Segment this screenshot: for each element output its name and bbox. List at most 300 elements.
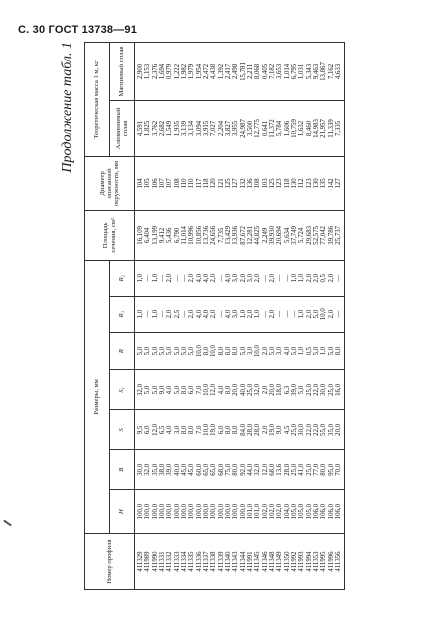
table-cell: 127 (232, 178, 240, 189)
table-cell: 2,0 (327, 309, 335, 319)
table-cell: 1,0 (151, 309, 159, 319)
table-cell: 8,0 (217, 346, 225, 356)
table-cell: 11,339 (327, 119, 335, 138)
table-cell: 14,983 (312, 119, 320, 138)
table-cell: 100,0 (202, 504, 210, 520)
table-cell: — (173, 274, 181, 282)
table-cell: 32,0 (254, 463, 262, 476)
header-s: S (110, 410, 135, 450)
table-cell: 2,0 (261, 346, 269, 356)
table-cell: 411332 (166, 551, 174, 572)
table-cell: 1,606 (283, 120, 291, 137)
table-cell: 103 (261, 178, 269, 189)
table-cell: 1,694 (158, 63, 166, 80)
table-cell: 2,0 (305, 309, 313, 319)
table-cell: 411996 (327, 551, 335, 572)
table-cell: 2,0 (246, 309, 254, 319)
table-cell: 1,954 (195, 63, 203, 80)
table-cell: 10,0 (202, 384, 210, 396)
table-cell: 135 (320, 178, 328, 189)
table-cell: 3,134 (188, 120, 196, 137)
table-cell: 8,0 (180, 425, 188, 435)
table-cell: 28,0 (246, 423, 254, 436)
table-cell: 22,0 (312, 384, 320, 396)
table-cell: 411339 (217, 551, 225, 572)
table-cell: 5,0 (327, 346, 335, 356)
col-r (135, 332, 345, 370)
table-cell: 4,0 (166, 425, 174, 435)
table-cell: 41,0 (298, 463, 306, 476)
table-cell: 411329 (137, 551, 144, 572)
table-cell: 125 (224, 178, 232, 189)
table-cell: 68,0 (268, 463, 276, 476)
table-cell: 7,335 (334, 120, 342, 137)
table-cell: 2,498 (232, 63, 240, 80)
table-cell: 100,0 (195, 504, 203, 520)
table-cell: 411343 (232, 551, 240, 572)
table-cell: 105 (144, 178, 152, 189)
table-cell: 44,825 (254, 225, 262, 245)
table-cell: 28,0 (283, 463, 291, 476)
table-cell: 411991 (246, 551, 254, 572)
table-cell: 32,0 (254, 384, 262, 396)
table-cell: 6,5 (158, 425, 166, 435)
table-cell: 18,0 (276, 384, 284, 396)
table-cell: 5,0 (151, 346, 159, 356)
table-cell: 6,790 (173, 227, 181, 243)
table-cell: 136 (246, 178, 254, 189)
table-cell: 2,0 (268, 273, 276, 283)
table-cell: 411337 (202, 551, 210, 572)
table-cell: 100,0 (239, 504, 247, 520)
table-cell: 10,0 (254, 345, 262, 357)
table-cell: 2,0 (268, 309, 276, 319)
table-cell: 84,0 (239, 423, 247, 436)
table-cell: 30,0 (320, 384, 328, 396)
table-cell: 16,109 (137, 225, 144, 245)
table-cell: 106,0 (327, 504, 335, 520)
table-cell: 1,979 (188, 63, 196, 80)
table-cell: 10,0 (210, 345, 218, 357)
table-cell: 0,405 (261, 63, 269, 80)
table-cell: 3,094 (195, 120, 203, 137)
col-r1 (135, 296, 345, 332)
table-cell: 4,5 (283, 425, 291, 435)
table-cell: 125 (268, 178, 276, 189)
table-cell: 7,027 (210, 120, 218, 137)
table-cell: 13,936 (232, 225, 240, 245)
table-cell: 106,0 (334, 504, 342, 520)
table-cell: 1,935 (173, 120, 181, 137)
table-cell: 5,0 (180, 346, 188, 356)
table-cell: 100,0 (158, 504, 166, 520)
table-cell: 411992 (290, 551, 298, 572)
table-cell: — (217, 274, 225, 282)
col-profile-number (135, 534, 345, 590)
table-cell: 100,0 (224, 504, 232, 520)
table-cell: 28,0 (254, 423, 262, 436)
table-cell: 2,249 (261, 227, 269, 243)
table-cell: 80,0 (232, 463, 240, 476)
table-cell: 2,0 (210, 273, 218, 283)
table-cell: 108 (173, 178, 181, 189)
table-cell: 9,0 (158, 385, 166, 395)
table-cell: 5,0 (298, 385, 306, 395)
table-caption: Продолжение табл. 1 (60, 42, 75, 173)
table-cell: 32,0 (144, 463, 152, 476)
table-cell: 39,930 (268, 225, 276, 245)
table-cell: 118 (202, 178, 210, 189)
table-cell: 100,0 (137, 504, 144, 520)
table-cell: 3,0 (232, 273, 240, 283)
table-cell: 3,0 (276, 346, 284, 356)
header-diameter: Диаметр описанной окружности, мм (85, 156, 135, 210)
table-cell: 2,417 (224, 63, 232, 80)
table-cell: 8,0 (224, 385, 232, 395)
table-cell: 118 (283, 178, 291, 189)
table-cell: 411334 (180, 551, 188, 572)
table-cell: 5,0 (290, 346, 298, 356)
table-cell: 411344 (239, 551, 247, 572)
table-cell: 25,0 (246, 384, 254, 396)
header-profile-number: Номер профиля (85, 534, 135, 590)
header-r: R (110, 332, 135, 370)
table-cell: 411995 (320, 551, 328, 572)
table-cell: 411335 (188, 551, 196, 572)
table-cell: 8,0 (224, 425, 232, 435)
table-cell: 35,0 (327, 423, 335, 436)
table-cell: 70,0 (334, 463, 342, 476)
table-cell: 2,0 (188, 273, 196, 283)
profiles-table (84, 42, 345, 590)
table-cell: 5,0 (137, 346, 144, 356)
table-cell: — (276, 274, 284, 282)
table-cell: — (276, 310, 284, 318)
table-cell: 2,0 (327, 273, 335, 283)
table-cell: 411989 (144, 551, 152, 572)
table-cell: 7,182 (268, 63, 276, 80)
table-cell: 5,343 (305, 63, 313, 80)
table-cell: 11,372 (268, 119, 276, 138)
table-cell: 13,199 (151, 225, 159, 245)
table-cell: 142 (327, 178, 335, 189)
table-cell: — (180, 274, 188, 282)
table-cell: — (158, 274, 166, 282)
table-cell: 87,672 (239, 225, 247, 245)
table-cell: 100,0 (180, 504, 188, 520)
table-cell: 95,0 (327, 463, 335, 476)
table-cell: — (283, 310, 291, 318)
table-cell: 411353 (312, 551, 320, 572)
header-dimensions: Размеры, мм (85, 260, 110, 533)
table-cell: 2,0 (261, 385, 269, 395)
table-cell: 121 (217, 178, 225, 189)
table-cell: 106,0 (320, 504, 328, 520)
table-cell: 1,549 (166, 120, 174, 137)
table-cell: 20,0 (268, 384, 276, 396)
table-cell: 2,0 (166, 273, 174, 283)
table-cell: 4,0 (217, 385, 225, 395)
table-cell: 1,0 (298, 273, 306, 283)
table-cell: 3,0 (246, 346, 254, 356)
table-cell: 106,0 (312, 504, 320, 520)
table-cell: 104,0 (283, 504, 291, 520)
table-cell: — (261, 274, 269, 282)
table-cell: 4,0 (166, 385, 174, 395)
table-cell: 1,0 (151, 273, 159, 283)
table-cell: 4,591 (137, 120, 144, 137)
table-cell: 3,762 (151, 120, 159, 137)
table-cell: 6,0 (217, 425, 225, 435)
table-cell: 1,392 (217, 63, 225, 80)
table-cell: 100,0 (232, 504, 240, 520)
table-cell: 411348 (268, 551, 276, 572)
table-cell: 105,0 (298, 504, 306, 520)
table-cell: — (334, 310, 342, 318)
table-cell: 52,575 (312, 225, 320, 245)
table-cell: 45,0 (180, 463, 188, 476)
table-cell: 0,5 (305, 346, 313, 356)
table-cell: 3,653 (276, 63, 284, 80)
table-cell: 7,0 (195, 385, 203, 395)
table-cell: 127 (334, 178, 342, 189)
pen-mark (3, 520, 12, 527)
table-cell: 411338 (210, 551, 218, 572)
table-cell: — (283, 274, 291, 282)
table-cell: 22,0 (312, 423, 320, 436)
col-area (135, 210, 345, 260)
table-cell: 5,0 (158, 346, 166, 356)
table-cell: 411345 (254, 551, 262, 572)
table-cell: 132 (239, 178, 247, 189)
col-magnesium (135, 43, 345, 101)
table-cell: 24,656 (210, 225, 218, 245)
table-cell: 6,0 (144, 425, 152, 435)
table-cell: 1,222 (173, 63, 181, 80)
table-cell: 10,996 (188, 225, 196, 245)
table-cell: 5,436 (166, 227, 174, 243)
table-cell: 10,0 (202, 423, 210, 436)
table-cell: 3,139 (180, 120, 188, 137)
table-cell: 4,0 (283, 346, 291, 356)
table-cell: 1,0 (298, 309, 306, 319)
table-cell: 2,376 (151, 63, 159, 80)
table-cell: 7,162 (327, 63, 335, 80)
table-cell: 5,0 (173, 346, 181, 356)
table-cell: 39,0 (290, 384, 298, 396)
header-magnesium: Магниевый сплав (110, 43, 135, 101)
table-cell: 15,781 (239, 62, 247, 81)
table-cell: 20,694 (276, 225, 284, 245)
table-cell: 3,0 (173, 425, 181, 435)
table-cell: 5,0 (312, 309, 320, 319)
table-cell: 30,0 (137, 463, 144, 476)
table-cell: 38,0 (158, 463, 166, 476)
table-cell: 25,0 (290, 423, 298, 436)
table-cell: 13,867 (320, 62, 328, 81)
table-cell: 39,786 (327, 225, 335, 245)
table-cell: 5,724 (298, 227, 306, 243)
table-cell: — (261, 310, 269, 318)
table-cell: 1,153 (144, 63, 152, 80)
col-r2 (135, 260, 345, 296)
table-cell: 24,987 (239, 119, 247, 138)
table-cell: 411346 (261, 551, 269, 572)
table-cell: 25,737 (334, 225, 342, 245)
table-cell: 108 (254, 178, 262, 189)
table-cell: 13,429 (224, 225, 232, 245)
table-cell: 12,0 (210, 384, 218, 396)
table-cell: 10,0 (320, 308, 328, 321)
table-cell: 0,979 (166, 63, 174, 80)
table-cell: 77,0 (312, 463, 320, 476)
table-cell: 2,204 (217, 120, 225, 137)
header-area: Площадь сечения, см² (85, 210, 135, 260)
table-cell: 2,0 (261, 425, 269, 435)
table-cell: 105,0 (305, 504, 313, 520)
col-diameter (135, 156, 345, 210)
table-cell: 11,014 (180, 226, 188, 245)
table-cell: 16,0 (334, 384, 342, 396)
table-cell: 30,0 (298, 423, 306, 436)
table-cell: 411993 (298, 551, 306, 572)
table-cell: 100,0 (188, 504, 196, 520)
table-cell: 102,0 (268, 504, 276, 520)
table-cell: 6,3 (283, 385, 291, 395)
header-s1: S₁ (110, 370, 135, 410)
table-cell: 411331 (158, 551, 166, 572)
table-cell: 37,749 (290, 225, 298, 245)
table-cell: 411356 (334, 551, 342, 572)
table-cell: 25,0 (305, 384, 313, 396)
table-cell: 120 (210, 178, 218, 189)
table-cell: 65,0 (210, 463, 218, 476)
table-cell: — (290, 310, 298, 318)
table-cell: 123 (276, 178, 284, 189)
col-aluminium (135, 100, 345, 156)
header-r1: R₁ (110, 296, 135, 332)
table-cell: 5,0 (144, 346, 152, 356)
table-cell: 1,0 (298, 346, 306, 356)
table-cell: 8,0 (334, 346, 342, 356)
table-cell: 411333 (173, 551, 181, 572)
col-s1 (135, 370, 345, 410)
table-cell: 22,0 (305, 423, 313, 436)
table-cell: 3,827 (224, 120, 232, 137)
table-cell: 4,633 (334, 63, 342, 80)
table-cell: 3,0 (246, 273, 254, 283)
table-cell: 1,632 (298, 120, 306, 137)
table-cell: 2,682 (158, 120, 166, 137)
table-cell: 4,0 (195, 309, 203, 319)
table-cell: 5,0 (166, 346, 174, 356)
header-r2: R₂ (110, 260, 135, 296)
table-cell: 2,0 (188, 309, 196, 319)
table-cell: 1,031 (298, 63, 306, 80)
table-cell: 4,438 (210, 63, 218, 80)
table-cell: 110 (180, 178, 188, 189)
table-cell: 80,0 (320, 463, 328, 476)
table-cell: 3,500 (246, 120, 254, 137)
table-cell: 1,0 (290, 273, 298, 283)
table-cell: 5,784 (276, 120, 284, 137)
table-cell: 25,0 (327, 384, 335, 396)
table-cell: 123 (305, 178, 313, 189)
table-cell: 100,0 (166, 504, 174, 520)
table-cell: 8,0 (224, 346, 232, 356)
table-cell: 2,0 (254, 273, 262, 283)
table-cell: 8,0 (232, 425, 240, 435)
table-cell: 104 (137, 178, 144, 189)
table-cell: — (217, 310, 225, 318)
table-cell: — (144, 310, 152, 318)
table-cell: 6,795 (290, 63, 298, 80)
table-cell: 8,0 (180, 385, 188, 395)
table-cell: 1,825 (144, 120, 152, 137)
table-cell: 1,0 (254, 309, 262, 319)
table-cell: 65,0 (202, 463, 210, 476)
table-cell: 3,955 (232, 120, 240, 137)
table-cell: 1,014 (283, 63, 291, 80)
table-cell: 19,0 (210, 423, 218, 436)
table-cell: 9,412 (158, 227, 166, 243)
table-cell: 6,0 (188, 385, 196, 395)
table-cell: 3,0 (232, 309, 240, 319)
table-cell: 5,0 (239, 346, 247, 356)
table-cell: 12,281 (246, 225, 254, 245)
table-cell: 77,042 (320, 225, 328, 245)
table-cell: 8,0 (202, 346, 210, 356)
table-cell: 2,5 (173, 309, 181, 319)
table-cell: 10,0 (195, 345, 203, 357)
table-cell: 20,0 (232, 384, 240, 396)
table-cell: 2,211 (246, 63, 254, 80)
table-cell: 39,0 (166, 463, 174, 476)
table-cell: 20,0 (334, 423, 342, 436)
table-cell: 105,0 (290, 504, 298, 520)
table-cell: 1,0 (239, 309, 247, 319)
table-cell: 411994 (305, 551, 313, 572)
table-cell: 117 (195, 178, 203, 189)
table-cell: 107 (166, 178, 174, 189)
table-cell: 25,0 (290, 463, 298, 476)
table-cell: 21,957 (320, 119, 328, 138)
table-cell: 12,775 (254, 119, 262, 138)
table-cell: 1,982 (180, 63, 188, 80)
table-cell: 5,0 (312, 346, 320, 356)
table-cell: — (334, 274, 342, 282)
table-cell: 1,0 (137, 309, 144, 319)
table-cell: 100,0 (210, 504, 218, 520)
table-cell: 5,0 (151, 385, 159, 395)
table-cell: 2,0 (239, 273, 247, 283)
table-cell: 2,0 (210, 309, 218, 319)
table-cell: 2,0 (312, 273, 320, 283)
table-cell: 112 (298, 178, 306, 189)
table-cell: 3,915 (202, 120, 210, 137)
table-cell: 40,0 (173, 463, 181, 476)
rotated-page (60, 42, 410, 590)
table-cell: 4,0 (224, 309, 232, 319)
table-cell: 100,0 (151, 504, 159, 520)
table-cell: 8,0 (188, 425, 196, 435)
table-cell: 4,0 (195, 273, 203, 283)
table-cell: 1,0 (137, 273, 144, 283)
table-cell: 29,683 (305, 225, 313, 245)
table-cell: 10,759 (290, 119, 298, 138)
table-cell: 32,0 (137, 384, 144, 396)
table-cell: 5,0 (268, 346, 276, 356)
